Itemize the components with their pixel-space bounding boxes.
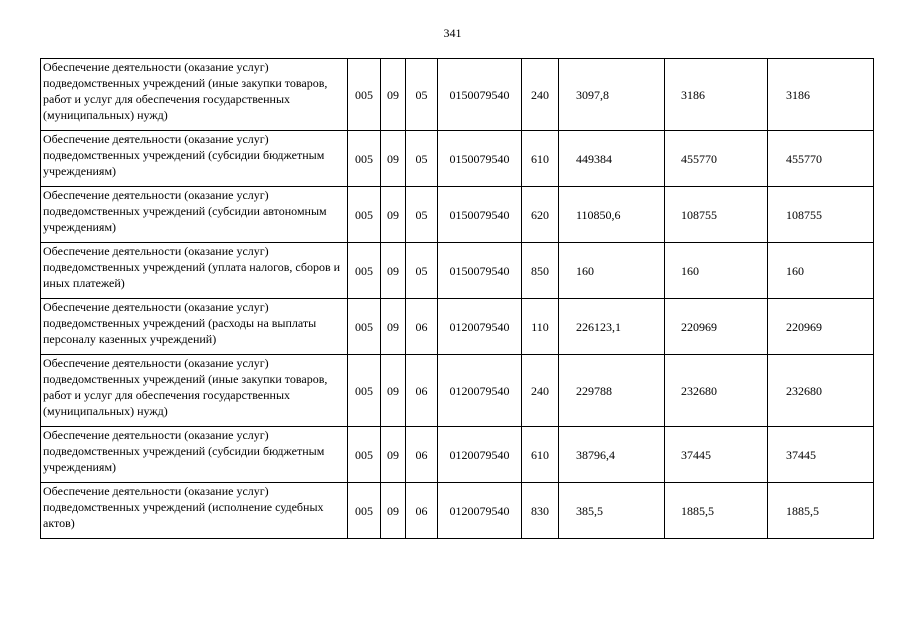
amount-year-1: 449384 — [559, 131, 665, 187]
table-row — [41, 483, 874, 539]
amount-year-2: 160 — [665, 243, 768, 299]
table-row — [41, 59, 874, 131]
amount-year-2: 455770 — [665, 131, 768, 187]
amount-year-1: 160 — [559, 243, 665, 299]
row-description: Обеспечение деятельности (оказание услуг) подведомственных учреждений (исполнение судебных актов) — [41, 483, 348, 539]
row-description: Обеспечение деятельности (оказание услуг) подведомственных учреждений (иные закупки товаров, работ и услуг для обеспечения государственных (муниципальных) нужд) — [41, 59, 348, 131]
subsection-code: 05 — [406, 59, 438, 131]
section-code: 09 — [381, 427, 406, 483]
target-article-code: 0120079540 — [438, 483, 522, 539]
table-row — [41, 427, 874, 483]
amount-year-1: 38796,4 — [559, 427, 665, 483]
section-code: 09 — [381, 187, 406, 243]
row-description: Обеспечение деятельности (оказание услуг) подведомственных учреждений (уплата налогов, сборов и иных платежей) — [41, 243, 348, 299]
amount-year-1: 226123,1 — [559, 299, 665, 355]
subsection-code: 06 — [406, 299, 438, 355]
section-code: 09 — [381, 483, 406, 539]
expense-kind-code: 240 — [522, 59, 559, 131]
expense-kind-code: 830 — [522, 483, 559, 539]
ministry-code: 005 — [348, 355, 381, 427]
ministry-code: 005 — [348, 427, 381, 483]
expense-kind-code: 610 — [522, 131, 559, 187]
target-article-code: 0150079540 — [438, 187, 522, 243]
section-code: 09 — [381, 131, 406, 187]
amount-year-3: 455770 — [768, 131, 874, 187]
subsection-code: 06 — [406, 355, 438, 427]
amount-year-2: 108755 — [665, 187, 768, 243]
amount-year-2: 3186 — [665, 59, 768, 131]
expense-kind-code: 850 — [522, 243, 559, 299]
section-code: 09 — [381, 355, 406, 427]
budget-table — [40, 58, 874, 539]
amount-year-3: 1885,5 — [768, 483, 874, 539]
row-description: Обеспечение деятельности (оказание услуг) подведомственных учреждений (субсидии автономным учреждениям) — [41, 187, 348, 243]
amount-year-1: 229788 — [559, 355, 665, 427]
amount-year-1: 3097,8 — [559, 59, 665, 131]
row-description: Обеспечение деятельности (оказание услуг) подведомственных учреждений (субсидии бюджетным учреждениям) — [41, 427, 348, 483]
target-article-code: 0120079540 — [438, 299, 522, 355]
amount-year-3: 232680 — [768, 355, 874, 427]
table-row — [41, 355, 874, 427]
target-article-code: 0150079540 — [438, 131, 522, 187]
expense-kind-code: 110 — [522, 299, 559, 355]
table-row — [41, 187, 874, 243]
subsection-code: 05 — [406, 131, 438, 187]
subsection-code: 05 — [406, 187, 438, 243]
amount-year-3: 37445 — [768, 427, 874, 483]
table-row — [41, 299, 874, 355]
target-article-code: 0120079540 — [438, 427, 522, 483]
amount-year-3: 220969 — [768, 299, 874, 355]
table-row — [41, 243, 874, 299]
ministry-code: 005 — [348, 243, 381, 299]
subsection-code: 06 — [406, 483, 438, 539]
amount-year-3: 108755 — [768, 187, 874, 243]
table-row — [41, 131, 874, 187]
target-article-code: 0120079540 — [438, 355, 522, 427]
target-article-code: 0150079540 — [438, 59, 522, 131]
row-description: Обеспечение деятельности (оказание услуг) подведомственных учреждений (расходы на выплаты персоналу казенных учреждений) — [41, 299, 348, 355]
amount-year-2: 1885,5 — [665, 483, 768, 539]
amount-year-1: 110850,6 — [559, 187, 665, 243]
expense-kind-code: 240 — [522, 355, 559, 427]
ministry-code: 005 — [348, 59, 381, 131]
section-code: 09 — [381, 59, 406, 131]
subsection-code: 05 — [406, 243, 438, 299]
target-article-code: 0150079540 — [438, 243, 522, 299]
amount-year-2: 37445 — [665, 427, 768, 483]
page-number: 341 — [443, 26, 462, 40]
amount-year-2: 232680 — [665, 355, 768, 427]
ministry-code: 005 — [348, 483, 381, 539]
amount-year-3: 160 — [768, 243, 874, 299]
amount-year-3: 3186 — [768, 59, 874, 131]
section-code: 09 — [381, 243, 406, 299]
ministry-code: 005 — [348, 131, 381, 187]
expense-kind-code: 620 — [522, 187, 559, 243]
ministry-code: 005 — [348, 299, 381, 355]
subsection-code: 06 — [406, 427, 438, 483]
amount-year-2: 220969 — [665, 299, 768, 355]
amount-year-1: 385,5 — [559, 483, 665, 539]
row-description: Обеспечение деятельности (оказание услуг) подведомственных учреждений (иные закупки товаров, работ и услуг для обеспечения государственных (муниципальных) нужд) — [41, 355, 348, 427]
row-description: Обеспечение деятельности (оказание услуг) подведомственных учреждений (субсидии бюджетным учреждениям) — [41, 131, 348, 187]
section-code: 09 — [381, 299, 406, 355]
expense-kind-code: 610 — [522, 427, 559, 483]
ministry-code: 005 — [348, 187, 381, 243]
